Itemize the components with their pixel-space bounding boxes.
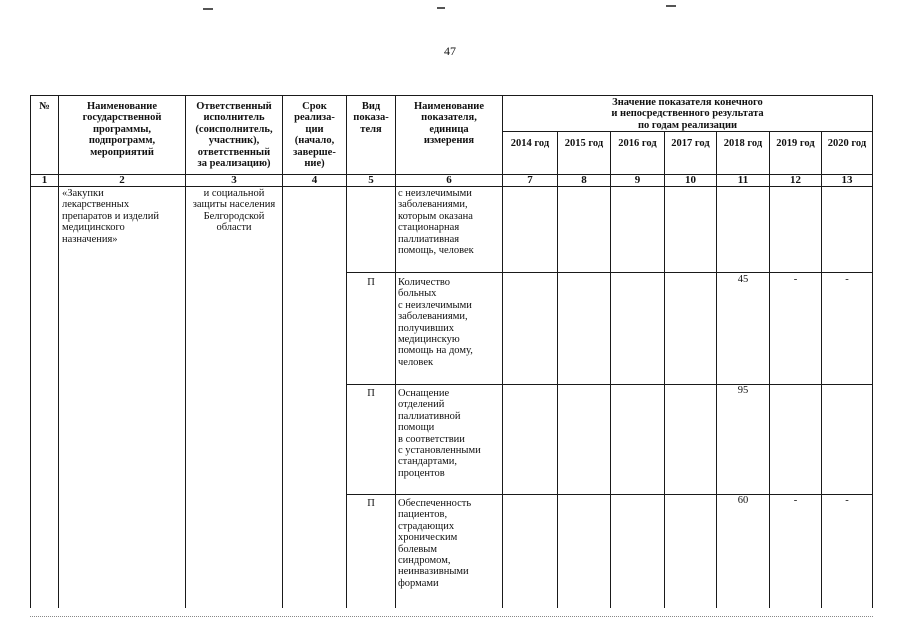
column-number: 5 [368,174,374,186]
column-number: 10 [685,174,696,186]
header-year: 2017 год [671,138,710,149]
col-border [872,95,873,608]
indicator-name: Количество больных с неизлечимыми заболеваниями, получивших медицинскую помощь на дому, человек [398,277,473,368]
header-indicator-name: Наименование показателя, единица измерения [414,101,484,147]
header-year: 2019 год [776,138,815,149]
column-number: 11 [737,174,749,186]
column-number: 13 [841,174,853,186]
col-border [821,131,822,608]
header-year: 2015 год [564,138,604,149]
column-number: 3 [231,174,237,186]
header-year: 2014 год [510,138,550,149]
column-number: 7 [527,174,533,186]
col-border [58,95,59,608]
col-border [502,95,503,608]
col-border [557,131,558,608]
indicator-type: П [367,277,375,288]
executor-name: и социальной защиты населения Белгородской области [192,188,276,234]
table-top-border [30,95,873,96]
value-2018: 60 [737,495,749,506]
header-indicator-type: Вид показа- теля [353,101,389,135]
value-2019: - [793,495,798,506]
scan-artifact-line [30,616,873,617]
indicator-name: Оснащение отделений паллиативной помощи в соответствии с установленными стандартами, процентов [398,388,481,479]
column-number: 2 [119,174,125,186]
column-number: 4 [311,174,318,186]
col-border [30,95,31,608]
header-number: № [39,101,50,112]
scan-mark [203,8,213,10]
indicator-type: П [367,388,375,399]
header-year: 2018 год [723,138,763,149]
col-border [664,131,665,608]
value-2019: - [793,274,798,285]
header-year: 2020 год [827,138,867,149]
header-program-name: Наименование государственной программы, подпрограмм, мероприятий [82,101,162,158]
value-2018: 95 [737,385,749,396]
col-border [610,131,611,608]
column-number: 6 [446,174,452,186]
scan-mark [437,7,445,9]
program-name: «Закупки лекарственных препаратов и изделий медицинского назначения» [62,188,160,245]
header-year: 2016 год [618,138,657,149]
page-number: 47 [444,44,456,58]
col-border [185,95,186,608]
col-border [716,131,717,608]
indicator-name: с неизлечимыми заболеваниями, которым оказана стационарная паллиативная помощь, человек [398,188,474,257]
value-2020: - [845,274,849,285]
value-2020: - [845,495,849,506]
value-2018: 45 [737,274,749,285]
column-number: 1 [41,174,48,186]
indicator-type: П [367,498,375,509]
col-border [346,95,347,608]
column-number: 8 [581,174,587,186]
header-term: Срок реализа- ции (начало, заверше- ние) [293,101,336,170]
col-border [282,95,283,608]
header-values-group: Значение показателя конечного и непосредственного результата по годам реализации [611,97,764,131]
indicator-name: Обеспеченность пациентов, страдающих хроническим болевым синдромом, неинвазивными формами [398,498,472,589]
column-number: 12 [790,174,801,186]
col-border [769,131,770,608]
header-executor: Ответственный исполнитель (соисполнитель, участник), ответственный за реализацию) [195,101,273,170]
scan-mark [666,5,676,7]
col-border [395,95,396,608]
column-number: 9 [634,174,641,186]
